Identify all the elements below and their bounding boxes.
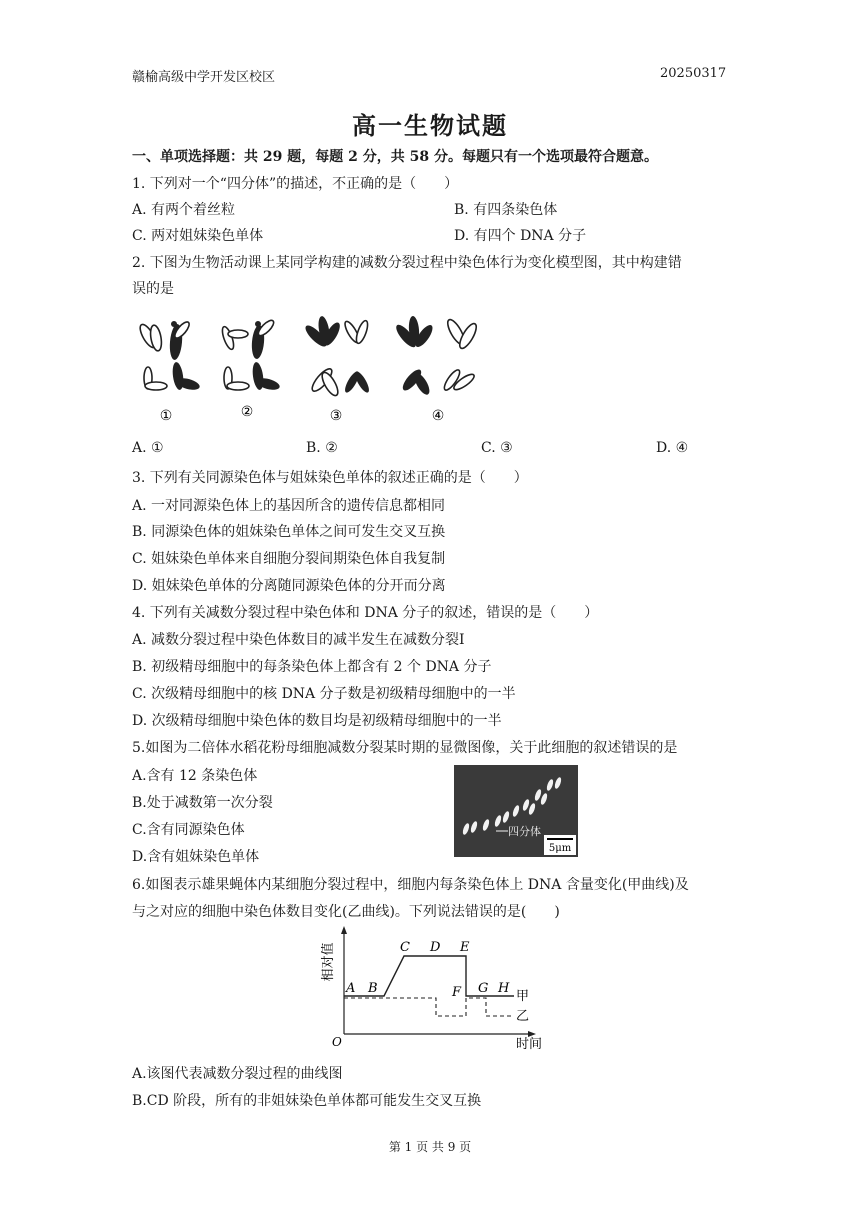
q2-option-d: D. ④ bbox=[656, 440, 689, 456]
model-label-1: ① bbox=[159, 408, 173, 424]
q1-option-a: A. 有两个着丝粒 bbox=[132, 202, 236, 218]
point-b: B bbox=[368, 981, 378, 996]
q4-option-a: A. 减数分裂过程中染色体数目的减半发生在减数分裂Ⅰ bbox=[132, 632, 465, 648]
school-name: 赣榆高级中学开发区校区 bbox=[132, 70, 276, 85]
chromosome-model-figure bbox=[130, 308, 530, 430]
q4-option-b: B. 初级精母细胞中的每条染色体上都含有 2 个 DNA 分子 bbox=[132, 659, 492, 675]
q5-option-c: C.含有同源染色体 bbox=[132, 822, 245, 838]
point-e: E bbox=[460, 940, 470, 955]
q2-option-b: B. ② bbox=[306, 440, 338, 456]
q5-stem: 5.如图为二倍体水稻花粉母细胞减数分裂某时期的显微图像，关于此细胞的叙述错误的是 bbox=[132, 740, 678, 756]
q2-stem-line1: 2. 下图为生物活动课上某同学构建的减数分裂过程中染色体行为变化模型图，其中构建错 bbox=[132, 255, 682, 271]
x-axis-label: 时间 bbox=[516, 1037, 543, 1052]
q4-option-c: C. 次级精母细胞中的核 DNA 分子数是初级精母细胞中的一半 bbox=[132, 686, 516, 702]
model-1 bbox=[137, 320, 201, 392]
point-f: F bbox=[452, 985, 462, 1000]
model-label-4: ④ bbox=[431, 408, 445, 424]
scale-bar-label: 5μm bbox=[548, 843, 572, 854]
q2-option-c: C. ③ bbox=[481, 440, 513, 456]
q6-option-a: A.该图代表减数分裂过程的曲线图 bbox=[132, 1066, 343, 1082]
q3-option-c: C. 姐妹染色单体来自细胞分裂间期染色体自我复制 bbox=[132, 551, 446, 567]
q2-option-a: A. ① bbox=[132, 440, 164, 456]
q1-option-c: C. 两对姐妹染色单体 bbox=[132, 228, 264, 244]
q3-option-b: B. 同源染色体的姐妹染色单体之间可发生交叉互换 bbox=[132, 524, 446, 540]
q6-stem-line2: 与之对应的细胞中染色体数目变化(乙曲线)。下列说法错误的是( ) bbox=[132, 904, 560, 920]
model-3 bbox=[303, 315, 372, 397]
q1-stem: 1. 下列对一个“四分体”的描述，不正确的是（ ） bbox=[132, 176, 459, 192]
q1-option-b: B. 有四条染色体 bbox=[454, 202, 558, 218]
series-jia-label: 甲 bbox=[516, 989, 530, 1004]
micrograph-label: 四分体 bbox=[508, 825, 541, 838]
q1-option-d: D. 有四个 DNA 分子 bbox=[454, 228, 587, 244]
point-c: C bbox=[400, 940, 410, 955]
origin-label: O bbox=[332, 1035, 342, 1049]
micrograph-image bbox=[454, 765, 578, 857]
q3-option-a: A. 一对同源染色体上的基因所含的遗传信息都相同 bbox=[132, 498, 446, 514]
page-title: 高一生物试题 bbox=[352, 111, 508, 140]
model-2 bbox=[220, 318, 281, 392]
q3-option-d: D. 姐妹染色单体的分离随同源染色体的分开而分离 bbox=[132, 578, 446, 594]
point-h: H bbox=[498, 981, 510, 996]
point-g: G bbox=[478, 981, 489, 996]
q5-option-a: A.含有 12 条染色体 bbox=[132, 768, 258, 784]
model-label-3: ③ bbox=[329, 408, 343, 424]
q4-stem: 4. 下列有关减数分裂过程中染色体和 DNA 分子的叙述，错误的是（ ） bbox=[132, 605, 599, 621]
y-axis-label: 相对值 bbox=[321, 942, 336, 982]
exam-date: 20250317 bbox=[660, 66, 727, 81]
q2-stem-line2: 误的是 bbox=[132, 281, 174, 297]
dna-chromosome-line-diagram bbox=[318, 922, 548, 1054]
point-a: A bbox=[346, 981, 356, 996]
q6-option-b: B.CD 阶段，所有的非姐妹染色单体都可能发生交叉互换 bbox=[132, 1093, 482, 1109]
model-4 bbox=[393, 316, 479, 397]
point-d: D bbox=[430, 940, 441, 955]
model-label-2: ② bbox=[240, 404, 254, 420]
section-heading: 一、单项选择题：共 29 题，每题 2 分，共 58 分。每题只有一个选项最符合题意。 bbox=[132, 149, 658, 165]
q3-stem: 3. 下列有关同源染色体与姐妹染色单体的叙述正确的是（ ） bbox=[132, 470, 528, 486]
page-number: 第 1 页 共 9 页 bbox=[388, 1140, 472, 1154]
q6-stem-line1: 6.如图表示雄果蝇体内某细胞分裂过程中，细胞内每条染色体上 DNA 含量变化(甲曲线)及 bbox=[132, 877, 689, 893]
q4-option-d: D. 次级精母细胞中染色体的数目均是初级精母细胞中的一半 bbox=[132, 713, 502, 729]
q5-option-d: D.含有姐妹染色单体 bbox=[132, 849, 260, 865]
series-yi-label: 乙 bbox=[516, 1009, 530, 1024]
q5-option-b: B.处于减数第一次分裂 bbox=[132, 795, 273, 811]
